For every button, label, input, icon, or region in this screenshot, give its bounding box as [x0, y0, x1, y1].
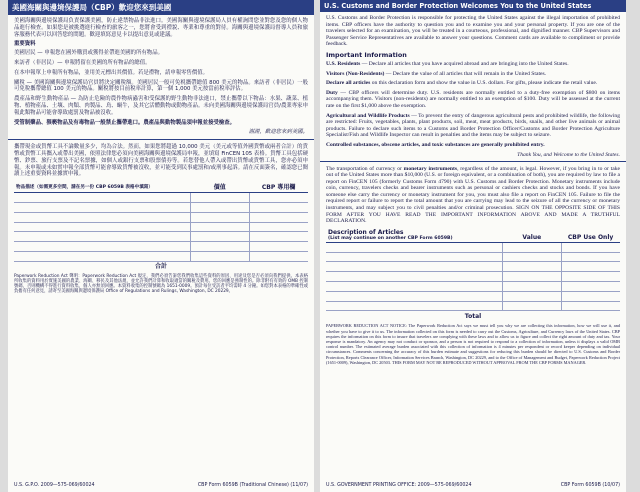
page-footer — [326, 483, 620, 488]
thanks-text: 謝謝，歡迎您來到美國。 — [248, 129, 308, 136]
table-row[interactable] — [326, 282, 620, 292]
section-heading: Important Information — [326, 50, 407, 59]
residents-text: 美國居民 — 申報您在國外購買或獲得並帶進美國的所有物品。 — [14, 50, 163, 57]
table-row[interactable] — [14, 222, 308, 232]
table-row[interactable] — [14, 212, 308, 222]
table-row[interactable] — [326, 301, 620, 311]
agriculture-text: Agricultural and Wildlife Products — To prevent the entry of dangerous agricultural pests and prohibited wildlife, the following are restricted: Fruits, vegetables, plants, plant products, soil, meat, meat products, birds, snails, and other live animals or animal products. Failure to declare such items to a Customs and Border Protection Officer/Customs and Border Protection Agriculture Specialist/Fish and Wildlife Inspector can result in penalties and the items may be subject to seizure. — [326, 112, 620, 139]
controlled-text: 受管制藥品、猥褻物品及有毒物品一般禁止攜帶進口。農產品與動物製品須申報並接受檢查。 — [14, 119, 236, 126]
page-title: U.S. Customs and Border Protection Welcomes You to the United States — [320, 0, 626, 12]
divider — [320, 161, 626, 162]
table-row[interactable] — [14, 242, 308, 252]
total-label: 合計 — [154, 262, 167, 270]
description-header: Description of Articles (List may continue on another CBP Form 6059B) — [326, 228, 502, 243]
divider — [8, 139, 314, 140]
residents-label: U.S. Residents — [326, 60, 361, 67]
section-heading: 重要資料 — [14, 41, 36, 48]
table-row[interactable] — [326, 272, 620, 282]
form-number: CBP Form 6059B (Traditional Chinese) (11/07) — [197, 483, 308, 488]
table-row[interactable] — [14, 232, 308, 242]
duty-text: 關稅 — 美國海關與邊境保護局官員將決定關稅額。美國居民一般可免税攜帶總值 800 美元的物品。來訪者（非居民）一般可免稅攜帶總值 100 美元的物品。關稅將按目前稅率計算，第一個 1,000 美元按當前稅率評估。 — [14, 79, 308, 93]
intro-text: 美國海關與邊境保護局負責保護美國，防止違禁物品非法進口。美國海關與邊境保護局人員有權詢問您並對您及您的個人物品進行檢查。如果您是被挑選進行檢查的旅客之一，您將會受到禮貌、專業和尊重的對待。海關與邊境保護局督導人員和旅客服務代表可以回答您的問題。歡迎填寫意見卡以提出意見或建議。 — [14, 18, 308, 38]
declare-label: Declare all articles — [326, 80, 371, 87]
form-page-english — [320, 0, 626, 492]
cbp-use-header: CBP 專用欄 — [249, 181, 308, 193]
table-row[interactable] — [14, 202, 308, 212]
intro-text: U.S. Customs and Border Protection is responsible for protecting the United States against the illegal importation of prohibited items. CBP officers have the authority to question you and to examine you and your personal property. If you are one of the travelers selected for an examination, you will be treated in a courteous, professional, and dignified manner. CBP Supervisors and Passenger Service Representatives are available to answer your questions. Comment cards are available to compliment or provide feedback. — [326, 15, 620, 48]
currency-text: 攜帶現金或貨幣工具不論數量多少，均為合法。然而，如果您將超過 10,000 美元（美元或等值外國貨幣或兩者合計）的貨幣或貨幣工具攜入或帶出美國，依照法律您必須向美國海關與邊境保護局申報，並填寫 FinCEN 105 表格。貨幣工具包括硬幣、鈔票、旅行支票及不記名票據，如個人或銀行支票和股票債券等。若您替他人帶入或帶出貨幣或貨幣工具，您亦必須申報。未申報或未如實申報全部貨幣可能會導致貨幣被沒收，並可能受到民事處罰和/或刑事起訴。請在反面簽名，確認您已閱讀上述重要資料並據實申報。 — [14, 144, 308, 178]
duty-text: Duty — CBP officers will determine duty. U.S. residents are normally entitled to a duty-free exemption of $800 on items accompanying them. Visitors (non-residents) are normally entitled to an exemption of $100. Duty will be assessed at the current rate on the first $1,000 above the exemption. — [326, 89, 620, 109]
paperwork-notice: PAPERWORK REDUCTION ACT NOTICE: The Paperwork Reduction Act says we must tell you why we are collecting this information, how we will use it, and whether you have to give it to us. The information collected on this form is needed to carry out the Customs, Agriculture, and Currency laws of the United States. CBP requires the information on this form to insure that travelers are complying with these laws and to allow us to figure and collect the right amount of duty and tax. Your response is mandatory. An agency may not conduct or sponsor, and a person is not required to respond to a collection of information, unless it displays a valid OMB control number. The estimated average burden associated with this collection of information is 4 minutes per respondent or record keeper depending on individual circumstances. Comments concerning the accuracy of this burden estimate and suggestions for reducing this burden should be directed to U.S. Customs and Border Protection, Reports Clearance Officer, Information Services Branch, Washington, DC 20229, and to the Office of Management and Budget, Paperwork Reduction Project (1651-0009), Washington, DC 20503. THIS FORM MAY NOT BE REPRODUCED WITHOUT APPROVAL FROM THE CBP FORMS MANAGER. — [326, 323, 620, 365]
printing-office-note: U.S. G.P.O. 2009—575-069/60024 — [14, 483, 95, 488]
form-page-chinese — [8, 0, 314, 492]
visitors-label: Visitors (Non-Residents) — [326, 70, 385, 77]
agriculture-text: 農產品和野生動物產品 — 為防止危險的農作物病蟲害和受保護的野生動物非法進口，禁止攜帶以下物品：水果、蔬菜、植物、植物產品、土壤、肉類、肉製品、鳥、蝸牛，及其它活體動物或動物產品。未向美國海關與邊境保護局官員/農業專家申報此類物品可能會導致處罰及物品被沒收。 — [14, 96, 308, 116]
declaration-table — [326, 228, 620, 312]
currency-text: The transportation of currency or monetary instruments, regardless of the amount, is legal. However, if you bring in to or take out of the United States more than $10,000 (U.S. or foreign equivalent, or a combination of both), you are required by law to file a report on FinCEN 105 (formerly Customs Form 4790) with U.S. Customs and Border Protection. Monetary instruments include coin, currency, travelers checks and bearer instruments such as personal or cashiers checks and stocks and bonds. If you have someone else carry the currency or monetary instrument for you, you must also file a report on FinCEN 105. Failure to file the required report or failure to report the total amount that you are carrying may lead to the seizure of all the currency or monetary instruments, and may subject you to civil penalties and/or criminal prosecution. SIGN ON THE OPPOSITE SIDE OF THIS FORM AFTER YOU HAVE READ THE IMPORTANT INFORMATION ABOVE AND MADE A TRUTHFUL DECLARATION. — [326, 165, 620, 225]
declaration-table — [14, 181, 308, 262]
total-label: Total — [464, 313, 482, 321]
table-row[interactable] — [14, 251, 308, 261]
thanks-text: Thank You, and Welcome to the United States. — [517, 151, 620, 158]
declare-text: 在本申報單上申報所有物品，並用美元標出其價值。若是禮物，請申報零售價值。 — [14, 69, 209, 76]
table-row[interactable] — [14, 193, 308, 203]
value-header: 價值 — [190, 181, 249, 193]
visitors-text: 來訪者（非居民）— 申報將留在美國的所有物品的總值。 — [14, 59, 151, 66]
agriculture-label: Agricultural and Wildlife Products — [326, 112, 410, 119]
form-number: CBP Form 6059B (10/07) — [560, 483, 620, 488]
printing-office-note: U.S. GOVERNMENT PRINTING OFFICE: 2009—575-069/60024 — [326, 483, 472, 488]
residents-text: U.S. Residents — Declare all articles that you have acquired abroad and are bringing into the United States. — [326, 60, 569, 67]
table-row[interactable] — [326, 291, 620, 301]
cbp-use-header: CBP Use Only — [561, 228, 620, 243]
declare-text: Declare all articles on this declaration form and show the value in U.S. dollars. For gifts, please indicate the retail value. — [326, 80, 598, 87]
paperwork-notice: Paperwork Reduction Act 聲明：Paperwork Reduction Act 規定，我們必須告訴您我們收集這些資料的原因、用途及您是否必須向我們提供。本表格所收集的資料用於實施美國的農業、海關、移民及其他法規，並允許我們計算和收取適當的關稅及費用。您的回應是強制性的。除非附有有效的 OMB 控制號碼，否則機構不得進行資料收集，個人亦無須回應。本資料收集的控制號碼為 1651-0009。預計每位受訪者平均需時 4 分鐘。如您對本表格的準確性或負擔有任何意見，請寄至美國海關與邊境保護局 Office of Regulations and Rulings, Washington, DC 20229。 — [14, 273, 308, 295]
table-row[interactable] — [326, 252, 620, 262]
table-row[interactable] — [326, 262, 620, 272]
visitors-text: Visitors (Non-Residents) — Declare the value of all articles that will remain in the United States. — [326, 70, 547, 77]
table-row[interactable] — [326, 242, 620, 252]
page-footer — [14, 483, 308, 488]
value-header: Value — [502, 228, 561, 243]
description-header: 物品描述（如需更多空間，請在另一份 CBP 6059B 表格中填寫） — [14, 181, 190, 193]
duty-label: Duty — [326, 89, 338, 96]
controlled-text: Controlled substances, obscene articles, and toxic substances are generally prohibited entry. — [326, 141, 545, 148]
page-title: 美國海關與邊境保護局（CBP）歡迎您來到美國 — [8, 0, 314, 15]
